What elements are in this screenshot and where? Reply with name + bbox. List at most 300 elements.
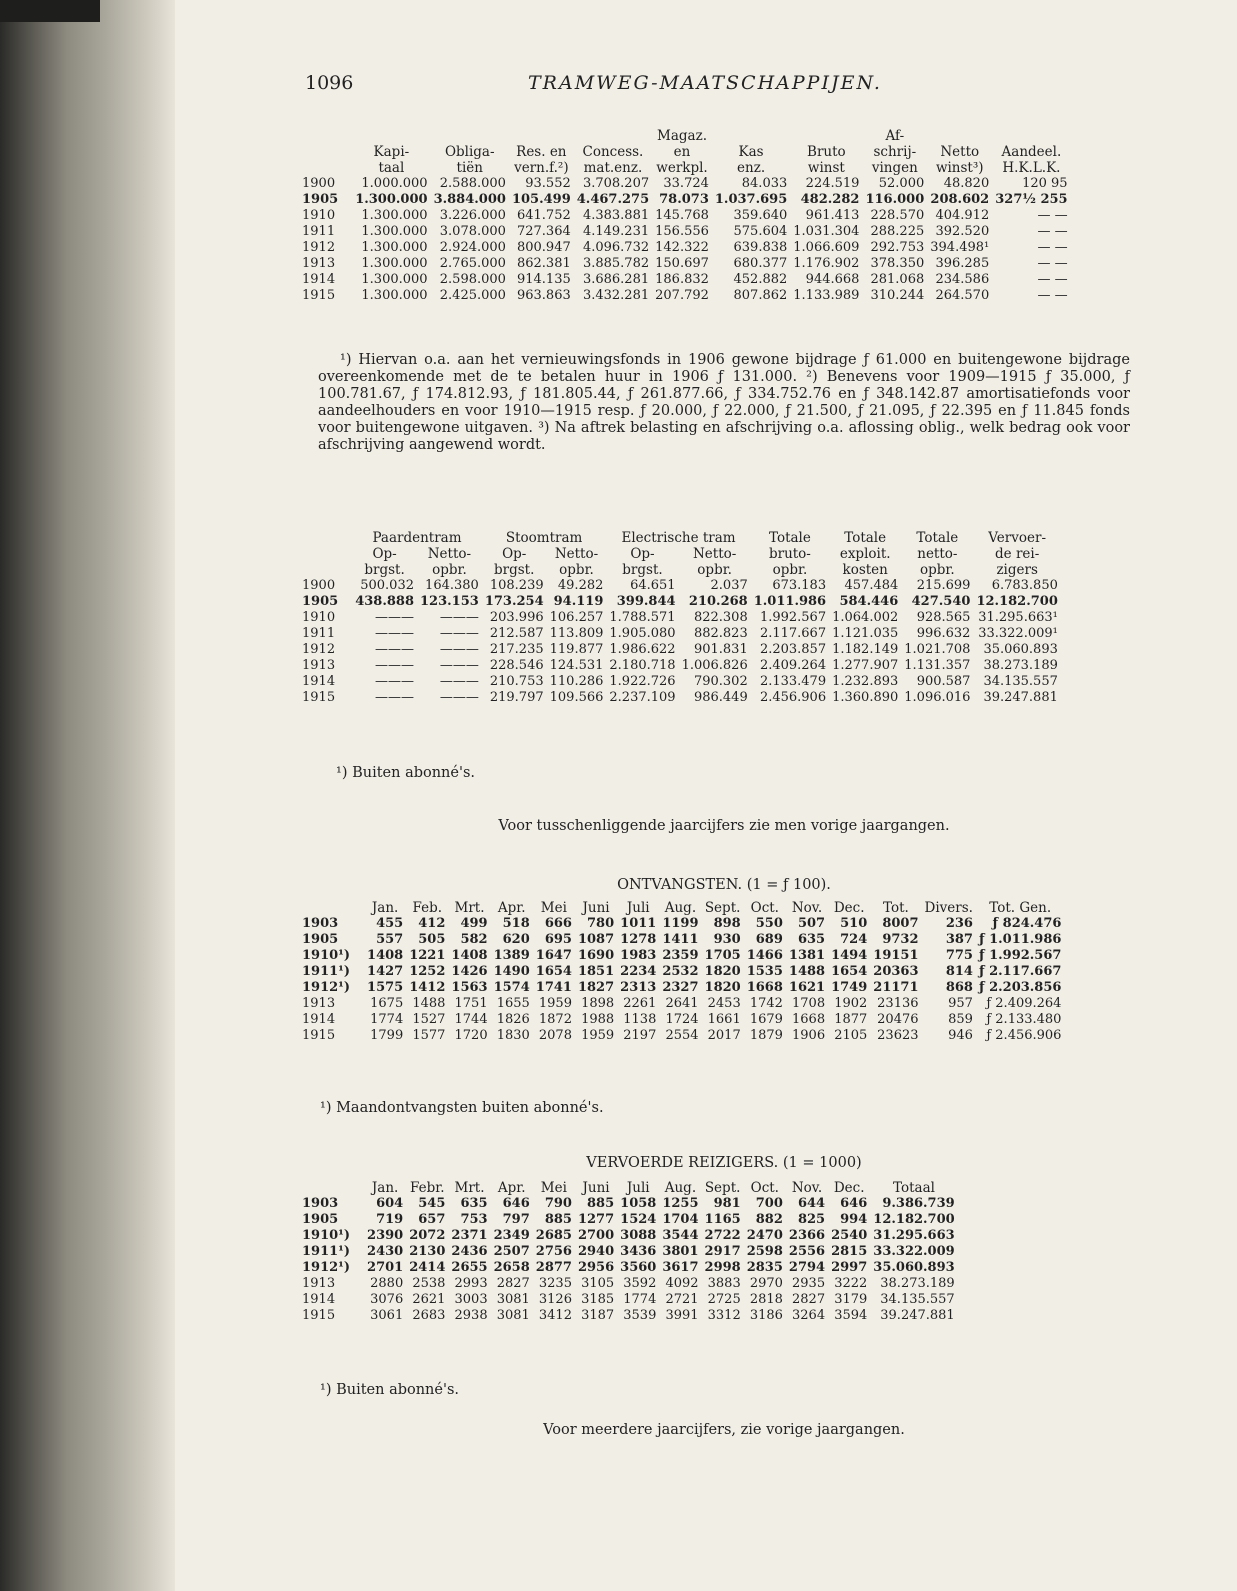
table-cell: 2.037 [710,578,748,593]
row-year: 1910¹) [302,1228,351,1243]
column-header: opbr. [920,562,955,578]
table-cell: 1087 [577,932,615,947]
table-cell: 396.285 [935,256,990,271]
column-header: Nov. [791,1180,823,1196]
table-cell: 123.153 [420,594,479,609]
table-cell: 2554 [665,1028,699,1043]
table-cell: 38.273.189 [983,658,1058,673]
table-cell: 156.556 [655,224,709,239]
table-cell: 210.268 [688,594,748,609]
table-cell: 1.300.000 [361,272,428,287]
table-cell: 1.300.000 [361,240,428,255]
table-cell: 1252 [409,964,446,979]
header-row [302,1180,958,1196]
table-cell: ——— [439,674,479,689]
table-cell: 210.753 [489,674,544,689]
header-row-2 [302,144,1071,160]
column-header: Apr. [497,1180,526,1196]
table-cell: 2072 [409,1228,446,1243]
table-cell: 1011 [620,916,657,931]
table-cell: 1820 [704,964,741,979]
row-year: 1914 [302,1012,336,1027]
table-cell: 12.182.700 [873,1212,955,1227]
table-row [302,1028,1064,1044]
table-cell: 1577 [412,1028,446,1043]
column-header: brgst. [364,562,405,578]
table-cell: 1277 [577,1212,615,1227]
header-row-2 [302,546,1061,562]
table-cell: 822.308 [693,610,748,625]
row-year: 1913 [302,256,336,271]
table-cell: 3081 [496,1292,530,1307]
table-cell: 33.322.009 [873,1244,955,1259]
table-cell: 646 [840,1196,868,1211]
column-header: Juli [626,1180,650,1196]
table-cell: 1575 [367,980,404,995]
table-cell: 994 [840,1212,868,1227]
table-row [302,610,1061,626]
table-row [302,996,1064,1012]
table-cell: 2532 [662,964,699,979]
table-cell: 2956 [577,1260,615,1275]
table-cell: 2722 [704,1228,741,1243]
table-cell: 928.565 [916,610,971,625]
table-cell: 404.912 [935,208,990,223]
table-cell: 657 [418,1212,446,1227]
table-cell: — — [1037,208,1068,223]
table-cell: 2.180.718 [609,658,676,673]
column-header: brgst. [622,562,663,578]
table-cell: 1741 [535,980,572,995]
table-row [302,1012,1064,1028]
table-cell: 2655 [451,1260,488,1275]
table-cell: 2940 [577,1244,615,1259]
table-cell: 1.182.149 [832,642,899,657]
table-cell: 39.247.881 [983,690,1058,705]
table-cell: 164.380 [425,578,479,593]
table-cell: 124.531 [549,658,604,673]
row-year: 1903 [302,1196,339,1211]
row-year: 1910 [302,610,336,625]
column-header: Juli [626,900,650,916]
table-cell: 3594 [834,1308,868,1323]
table-cell: 186.832 [655,272,709,287]
column-header: Netto- [427,546,472,562]
table-cell: 288.225 [870,224,925,239]
column-header: de rei- [995,546,1040,562]
table-cell: 1.232.893 [832,674,899,689]
table-cell: ——— [439,610,479,625]
table-cell: ƒ 1.011.986 [978,932,1062,947]
table-cell: 1.133.989 [793,288,860,303]
table-cell: 1.922.726 [609,674,676,689]
table-cell: 2621 [412,1292,446,1307]
table-cell: 3412 [538,1308,572,1323]
table-cell: 3126 [538,1292,572,1307]
table-cell: 868 [945,980,973,995]
table-row [302,192,1071,208]
table-cell: 387 [945,932,973,947]
table-cell: 1655 [496,996,530,1011]
table-cell: 1.300.000 [355,192,428,207]
column-header: Sept. [704,900,741,916]
passengers-table [302,1180,958,1324]
table-cell: 33.322.009¹ [978,626,1058,641]
table-cell: 635 [460,1196,488,1211]
column-header: enz. [737,160,766,176]
table-cell: 78.073 [659,192,709,207]
table-cell: 2641 [665,996,699,1011]
row-year: 1915 [302,690,336,705]
table-cell: 3003 [454,1292,488,1307]
table-cell: 9.386.739 [882,1196,955,1211]
table-row [302,1196,958,1212]
table-cell: 427.540 [911,594,971,609]
table-cell: 2.588.000 [439,176,506,191]
table-cell: 1.360.890 [832,690,899,705]
table-cell: 2701 [367,1260,404,1275]
row-year: 1913 [302,1276,336,1291]
header-row-1 [302,128,1071,144]
table-cell: 2017 [707,1028,741,1043]
table-cell: 457.484 [844,578,899,593]
table-cell: 1.277.907 [832,658,899,673]
table-cell: 1654 [831,964,868,979]
table-cell: 2.117.667 [759,626,827,641]
column-header: Res. en [516,144,567,160]
table-cell: 2.409.264 [759,658,827,673]
table-cell: 1535 [746,964,783,979]
table-cell: 1906 [792,1028,826,1043]
table-cell: 1.300.000 [361,288,428,303]
table-cell: 518 [502,916,530,931]
column-header [927,128,992,144]
table-cell: 2658 [493,1260,530,1275]
table-cell: 507 [797,916,826,931]
table-cell: 438.888 [355,594,414,609]
table-cell: 327½ 255 [995,192,1068,207]
row-year: 1912¹) [302,1260,351,1275]
column-header: Magaz. [657,128,707,144]
table-cell: 1820 [704,980,741,995]
table-cell: 1879 [749,1028,783,1043]
column-header: Netto- [554,546,599,562]
table-cell: 944.668 [805,272,860,287]
table-cell: 1983 [620,948,657,963]
column-header: Apr. [497,900,526,916]
row-year: 1913 [302,658,336,673]
table-cell: 2197 [623,1028,657,1043]
table-cell: 1527 [412,1012,446,1027]
table-cell: 1830 [496,1028,530,1043]
table-cell: 505 [418,932,446,947]
table-row [302,1308,958,1324]
table-cell: 644 [797,1196,826,1211]
column-header: Mrt. [454,900,485,916]
footnote-receipts: ¹) Maandontvangsten buiten abonné's. [320,1100,604,1116]
table-cell: 2261 [623,996,657,1011]
column-header: Nov. [791,900,823,916]
table-cell: 1675 [370,996,404,1011]
table-cell: 780 [587,916,615,931]
table-cell: 825 [797,1212,826,1227]
table-cell: 666 [544,916,572,931]
table-cell: 510 [840,916,868,931]
table-cell: 957 [948,996,973,1011]
table-cell: ƒ 1.992.567 [978,948,1062,963]
row-year: 1910 [302,208,336,223]
table-cell: 901.831 [693,642,748,657]
table-cell: 35.060.893 [873,1260,955,1275]
table-cell: 3264 [792,1308,826,1323]
row-year: 1915 [302,1028,336,1043]
table-cell: 2725 [707,1292,741,1307]
table-cell: 35.060.893 [983,642,1058,657]
column-header [302,900,364,916]
table-cell: 145.768 [655,208,709,223]
row-year: 1914 [302,272,336,287]
table-cell: — — [1037,288,1068,303]
table-cell: 1563 [451,980,488,995]
column-header [302,530,352,546]
table-cell: 34.135.557 [880,1292,955,1307]
table-cell: 23136 [877,996,919,1011]
table-cell: 228.570 [870,208,925,223]
table-row [302,1276,958,1292]
table-cell: 2078 [538,1028,572,1043]
table-cell: 2827 [792,1292,826,1307]
table-cell: 113.809 [549,626,604,641]
column-header: Divers. [924,900,973,916]
table-cell: 2815 [831,1244,868,1259]
table-cell: 946 [948,1028,973,1043]
row-year: 1912 [302,642,336,657]
table-cell: 2359 [662,948,699,963]
table-cell: 2997 [831,1260,868,1275]
table-row [302,288,1071,304]
table-cell: 207.792 [655,288,709,303]
table-cell: 4.383.881 [582,208,650,223]
table-cell: 2993 [454,1276,488,1291]
table-cell: 3.432.281 [582,288,650,303]
table-cell: 2507 [493,1244,530,1259]
table-cell: 2970 [749,1276,783,1291]
spine-top-shadow [0,0,100,22]
table-cell: 292.753 [870,240,925,255]
table-cell: 2818 [749,1292,783,1307]
table-cell: 2756 [535,1244,572,1259]
table-cell: 2.924.000 [439,240,506,255]
table-cell: 2835 [746,1260,783,1275]
table-cell: 2938 [454,1308,488,1323]
table-cell: 582 [460,932,488,947]
column-header [790,128,862,144]
table-cell: 203.996 [489,610,544,625]
table-cell: 1661 [707,1012,741,1027]
table-cell: 3801 [662,1244,699,1259]
table-cell: 2436 [451,1244,488,1259]
table-cell: 1199 [662,916,699,931]
table-cell: 6.783.850 [991,578,1058,593]
table-cell: 1408 [367,948,404,963]
table-cell: 38.273.189 [880,1276,955,1291]
table-cell: ——— [375,626,414,641]
table-cell: 119.877 [549,642,604,657]
table-row [302,272,1071,288]
column-header: Tot. Gen. [989,900,1052,916]
table-cell: 455 [376,916,404,931]
table-cell: 4.467.275 [576,192,650,207]
table-row [302,626,1061,642]
table-cell: 550 [755,916,783,931]
column-header: Concess. [582,144,644,160]
column-header: Netto [940,144,980,160]
table-cell: 790.302 [693,674,748,689]
column-header: Mei [540,900,567,916]
table-cell: 900.587 [916,674,971,689]
table-row [302,1244,958,1260]
table-cell: 3061 [370,1308,404,1323]
column-header: Oct. [750,900,779,916]
table-cell: 790 [544,1196,572,1211]
column-header: en [673,144,691,160]
table-cell: 52.000 [878,176,925,191]
table-row [302,1212,958,1228]
table-cell: 1988 [581,1012,615,1027]
table-cell: 914.135 [516,272,571,287]
table-cell: 545 [418,1196,446,1211]
table-cell: 1959 [581,1028,615,1043]
column-header: tiën [456,160,483,176]
header-row-3 [302,160,1071,176]
table-cell: 639.838 [733,240,788,255]
table-cell: 482.282 [800,192,860,207]
table-cell: 215.699 [916,578,971,593]
row-year: 1905 [302,932,339,947]
table-cell: 981 [713,1196,741,1211]
reference-note-2: Voor meerdere jaarcijfers, zie vorige jaargangen. [543,1422,905,1438]
table-cell: 1490 [493,964,530,979]
header-row [302,900,1064,916]
table-cell: 1.006.826 [681,658,748,673]
table-cell: — — [1037,240,1068,255]
column-header: Bruto [807,144,846,160]
footnote-revenue: ¹) Buiten abonné's. [336,765,476,781]
column-header [302,128,352,144]
table-cell: 1705 [704,948,741,963]
table-row [302,948,1064,964]
column-header: netto- [917,546,958,562]
column-header: winst³) [935,160,984,176]
table-cell: 859 [948,1012,973,1027]
table-cell: 1898 [581,996,615,1011]
column-header [302,562,352,578]
table-cell: 31.295.663 [873,1228,955,1243]
table-cell: 719 [376,1212,404,1227]
table-cell: 2700 [577,1228,615,1243]
table-cell: ——— [375,690,414,705]
table-cell: 378.350 [870,256,925,271]
row-year: 1913 [302,996,336,1011]
table-cell: 1.131.357 [904,658,971,673]
table-cell: 575.604 [733,224,788,239]
column-header [992,128,1070,144]
table-cell: 3.078.000 [439,224,506,239]
table-cell: 236 [945,916,973,931]
table-cell: 1.064.002 [832,610,899,625]
table-cell: 635 [797,932,826,947]
column-header: Totale [916,530,959,546]
row-year: 1912¹) [302,980,351,995]
table-cell: 2935 [792,1276,826,1291]
table-cell: 3235 [538,1276,572,1291]
table-cell: 1827 [577,980,615,995]
table-cell: 23623 [877,1028,919,1043]
table-row [302,980,1064,996]
row-year: 1911¹) [302,1244,351,1259]
table-cell: 882.823 [693,626,748,641]
column-header: Obliga- [444,144,495,160]
column-header: winst [807,160,845,176]
column-header: Electrische tram [621,530,736,546]
page-number: 1096 [305,72,354,94]
table-cell: 19151 [873,948,919,963]
table-cell: 310.244 [870,288,925,303]
row-year: 1914 [302,674,336,689]
table-row [302,208,1071,224]
table-cell: 2.456.906 [759,690,827,705]
column-header: Af- [885,128,905,144]
table-cell: 775 [945,948,973,963]
table-cell: 680.377 [733,256,788,271]
receipts-title: ONTVANGSTEN. (1 = ƒ 100). [617,877,831,893]
table-cell: 2827 [496,1276,530,1291]
table-cell: ——— [439,626,479,641]
table-cell: 264.570 [935,288,990,303]
table-cell: 961.413 [805,208,860,223]
table-cell: 1466 [746,948,783,963]
table-cell: 724 [840,932,868,947]
table-cell: 620 [502,932,530,947]
table-cell: 641.752 [516,208,571,223]
table-cell: ——— [375,658,414,673]
column-header: vingen [871,160,918,176]
table-cell: 2880 [370,1276,404,1291]
column-header: bruto- [768,546,811,562]
column-header [302,546,352,562]
table-cell: 281.068 [870,272,925,287]
column-header [509,128,574,144]
table-cell: 173.254 [484,594,544,609]
table-cell: 2721 [665,1292,699,1307]
table-cell: 1.096.016 [904,690,971,705]
table-cell: 2.133.479 [759,674,827,689]
table-cell: — — [1037,272,1068,287]
row-year: 1910¹) [302,948,351,963]
table-cell: 797 [502,1212,530,1227]
table-cell: 2390 [367,1228,404,1243]
table-cell: 412 [418,916,446,931]
table-cell: 814 [945,964,973,979]
table-row [302,932,1064,948]
column-header [302,1180,364,1196]
table-cell: 996.632 [916,626,971,641]
table-row [302,916,1064,932]
row-year: 1900 [302,176,336,191]
table-cell: 2.598.000 [439,272,506,287]
table-cell: 1647 [535,948,572,963]
table-cell: 3544 [662,1228,699,1243]
